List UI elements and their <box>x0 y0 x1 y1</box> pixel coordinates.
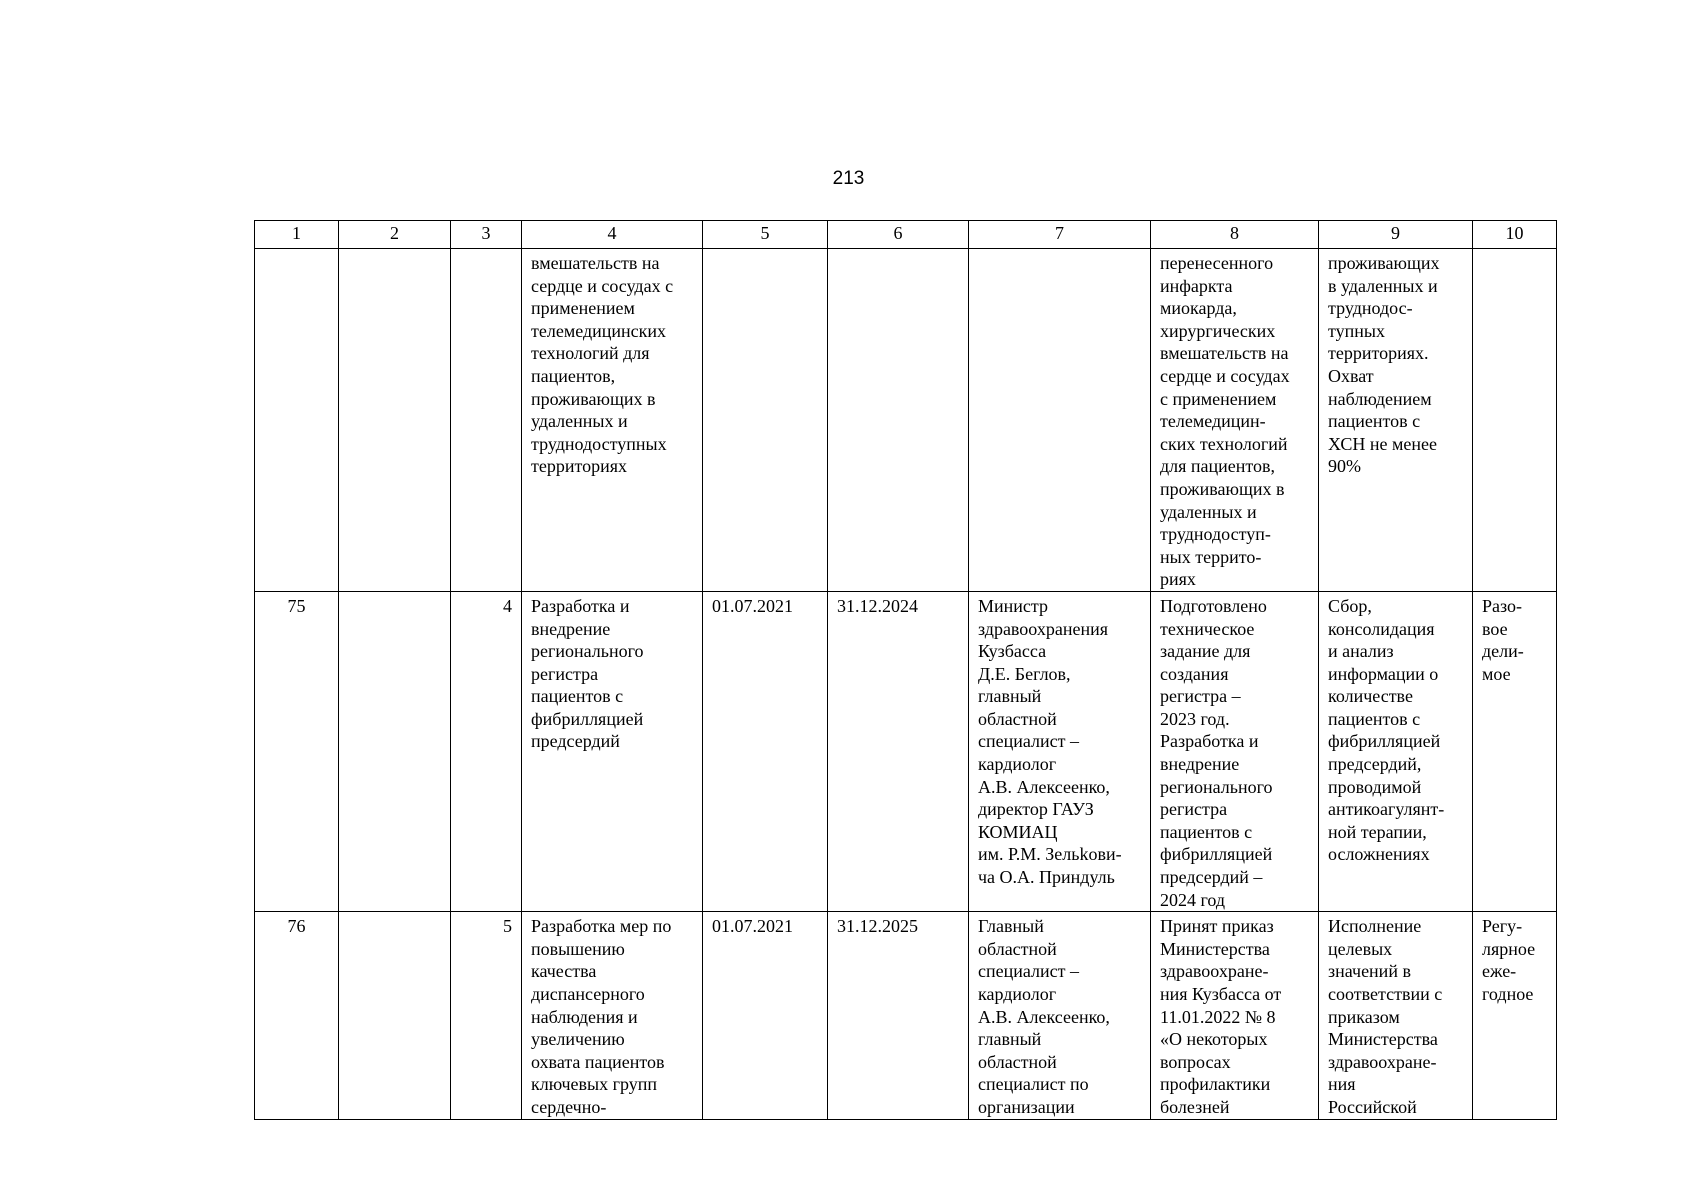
cell-line: техническое <box>1160 618 1255 639</box>
cell-line: сердце и сосудах с <box>531 275 674 296</box>
result-cell <box>1151 912 1319 1119</box>
cell-line: предсердий, <box>1328 754 1422 775</box>
responsible-cell <box>969 591 1151 911</box>
cell-line: в удаленных и <box>1328 275 1438 296</box>
kind-cell <box>1473 591 1557 911</box>
cell-line: Подготовлено <box>1160 595 1267 616</box>
cell-line: количестве <box>1328 686 1413 707</box>
cell-line: Министерства <box>1160 938 1270 959</box>
responsible-cell <box>969 249 1151 592</box>
cell-line: болезней <box>1160 1096 1230 1117</box>
table-row <box>255 591 1557 911</box>
cell-line: соответствии с <box>1328 984 1443 1004</box>
column-number-row <box>255 221 1557 249</box>
cell-line: наблюдения и <box>531 1006 638 1027</box>
cell-line: специалист – <box>978 961 1079 982</box>
cell-line: пациентов с <box>1328 708 1421 729</box>
cell-line: Разработка и <box>1160 731 1259 752</box>
stage-cell: 5 <box>451 912 522 1119</box>
cell-line: Министр <box>978 595 1048 616</box>
column-number: 3 <box>451 221 522 249</box>
result-cell <box>1151 591 1319 911</box>
cell-line: Сбор, <box>1328 595 1372 616</box>
column-number: 4 <box>522 221 703 249</box>
cell-line: вое <box>1482 618 1508 639</box>
cell-line: проживающих в <box>531 388 656 409</box>
cell-line: специалист по <box>978 1074 1089 1095</box>
stage-cell: 4 <box>451 591 522 911</box>
cell-line: осложнениях <box>1328 844 1430 865</box>
cell-line: регистра <box>531 663 599 684</box>
start-date-cell <box>703 249 828 592</box>
stage-cell <box>451 249 522 592</box>
cell-line: регионального <box>531 641 644 662</box>
cell-line: проживающих в <box>1160 478 1285 499</box>
end-date-cell: 31.12.2025 <box>828 912 969 1119</box>
cell-line: ной терапии, <box>1328 821 1427 842</box>
cell-line: Российской <box>1328 1096 1417 1117</box>
cell-line: 2024 год <box>1160 889 1226 910</box>
end-date-cell: 31.12.2024 <box>828 591 969 911</box>
cell-line: Разработка мер по <box>531 916 672 937</box>
cell-line: территориях <box>531 456 628 477</box>
cell-line: технологий для <box>531 343 650 364</box>
cell-line: труднодоступных <box>531 433 667 454</box>
cell-line: труднодос- <box>1328 298 1413 319</box>
cell-line: миокарда, <box>1160 298 1237 319</box>
column-number: 6 <box>828 221 969 249</box>
cell-line: применением <box>531 298 635 319</box>
cell-line: А.В. Алексеенко, <box>978 1006 1110 1027</box>
cell-line: целевых <box>1328 938 1393 959</box>
cell-line: организации <box>978 1096 1075 1117</box>
column-number: 1 <box>255 221 339 249</box>
cell-line: внедрение <box>1160 754 1240 775</box>
cell-line: перенесенного <box>1160 253 1274 273</box>
cell-line: вмешательств на <box>531 253 660 273</box>
cell-line: Разработка и <box>531 595 630 616</box>
column-number: 2 <box>339 221 451 249</box>
cell-line: мое <box>1482 663 1511 684</box>
cell-line: здравоохранения <box>978 618 1109 639</box>
cell-line: Принят приказ <box>1160 916 1274 937</box>
cell-line: хирургических <box>1160 320 1276 341</box>
cell-line: инфаркта <box>1160 275 1233 296</box>
cell-line: приказом <box>1328 1006 1400 1027</box>
cell-line: с применением <box>1160 388 1277 409</box>
column-number: 10 <box>1473 221 1557 249</box>
cell-line: здравоохране- <box>1328 1051 1437 1072</box>
cell-line: ских технологий <box>1160 433 1288 454</box>
cell-line: удаленных и <box>1160 501 1257 522</box>
table-row <box>255 249 1557 592</box>
cell-line: Регу- <box>1482 916 1523 937</box>
activity-cell <box>522 591 703 911</box>
col2-cell <box>339 249 451 592</box>
cell-line: пациентов с <box>531 686 624 707</box>
cell-line: областной <box>978 708 1057 729</box>
description-cell <box>1319 249 1473 592</box>
cell-line: кардиолог <box>978 754 1057 775</box>
activity-cell <box>522 249 703 592</box>
cell-line: удаленных и <box>531 411 628 432</box>
cell-line: проживающих <box>1328 253 1440 273</box>
cell-line: Д.Е. Беглов, <box>978 663 1071 684</box>
cell-line: Министерства <box>1328 1029 1438 1050</box>
cell-line: годное <box>1482 984 1534 1004</box>
cell-line: тупных <box>1328 320 1385 341</box>
cell-line: труднодоступ- <box>1160 524 1271 545</box>
col2-cell <box>339 591 451 911</box>
cell-line: предсердий – <box>1160 867 1263 888</box>
cell-line: областной <box>978 938 1057 959</box>
responsible-cell <box>969 912 1151 1119</box>
cell-line: повышению <box>531 938 625 959</box>
cell-line: охвата пациентов <box>531 1051 665 1072</box>
table-row <box>255 912 1557 1119</box>
cell-line: сердечно- <box>531 1096 607 1117</box>
cell-line: территориях. <box>1328 343 1429 364</box>
cell-line: Охват <box>1328 365 1374 386</box>
cell-line: консолидация <box>1328 618 1435 639</box>
cell-line: вопросах <box>1160 1051 1231 1072</box>
cell-line: информации о <box>1328 663 1439 684</box>
cell-line: создания <box>1160 663 1229 684</box>
cell-line: еже- <box>1482 961 1517 982</box>
cell-line: пациентов с <box>1328 411 1421 432</box>
activity-cell <box>522 912 703 1119</box>
cell-line: главный <box>978 686 1042 707</box>
cell-line: значений в <box>1328 961 1411 982</box>
cell-line: профилактики <box>1160 1074 1271 1095</box>
cell-line: сердце и сосудах <box>1160 365 1290 386</box>
description-cell <box>1319 912 1473 1119</box>
cell-line: ных террито- <box>1160 546 1262 567</box>
cell-line: регистра <box>1160 799 1228 820</box>
row-number-cell: 75 <box>255 591 339 911</box>
cell-line: областной <box>978 1051 1057 1072</box>
description-cell <box>1319 591 1473 911</box>
cell-line: регистра – <box>1160 686 1241 707</box>
cell-line: наблюдением <box>1328 388 1432 409</box>
row-number-cell <box>255 249 339 592</box>
cell-line: А.В. Алексеенко, <box>978 776 1110 797</box>
cell-line: риях <box>1160 569 1196 590</box>
cell-line: вмешательств на <box>1160 343 1289 364</box>
column-number: 8 <box>1151 221 1319 249</box>
column-number: 9 <box>1319 221 1473 249</box>
row-number-cell: 76 <box>255 912 339 1119</box>
cell-line: увеличению <box>531 1029 625 1050</box>
cell-line: Разо- <box>1482 595 1522 616</box>
cell-line: ключевых групп <box>531 1074 658 1095</box>
cell-line: и анализ <box>1328 641 1394 662</box>
cell-line: Исполнение <box>1328 916 1422 937</box>
cell-line: дели- <box>1482 641 1524 662</box>
kind-cell <box>1473 249 1557 592</box>
cell-line: качества <box>531 961 597 982</box>
cell-line: проводимой <box>1328 776 1422 797</box>
cell-line: им. Р.М. Зельkови- <box>978 844 1122 865</box>
cell-line: предсердий <box>531 731 620 752</box>
cell-line: Кузбасса <box>978 641 1047 662</box>
col2-cell <box>339 912 451 1119</box>
cell-line: директор ГАУЗ <box>978 799 1094 820</box>
cell-line: ния <box>1328 1074 1356 1095</box>
column-number: 7 <box>969 221 1151 249</box>
cell-line: пациентов с <box>1160 821 1253 842</box>
cell-line: здравоохране- <box>1160 961 1269 982</box>
cell-line: Главный <box>978 916 1044 937</box>
cell-line: 90% <box>1328 456 1361 477</box>
cell-line: фибрилляцией <box>1328 731 1441 752</box>
start-date-cell: 01.07.2021 <box>703 912 828 1119</box>
cell-line: пациентов, <box>531 365 616 386</box>
cell-line: «О некоторых <box>1160 1029 1268 1050</box>
cell-line: телемедицин- <box>1160 411 1266 432</box>
cell-line: для пациентов, <box>1160 456 1276 477</box>
result-cell <box>1151 249 1319 592</box>
cell-line: телемедицинских <box>531 320 667 341</box>
kind-cell <box>1473 912 1557 1119</box>
cell-line: лярное <box>1482 938 1536 959</box>
cell-line: фибрилляцией <box>1160 844 1273 865</box>
cell-line: специалист – <box>978 731 1079 752</box>
cell-line: кардиолог <box>978 984 1057 1004</box>
cell-line: ния Кузбасса от <box>1160 984 1282 1004</box>
cell-line: 2023 год. <box>1160 708 1230 729</box>
cell-line: внедрение <box>531 618 611 639</box>
cell-line: диспансерного <box>531 984 645 1004</box>
cell-line: фибрилляцией <box>531 708 644 729</box>
cell-line: задание для <box>1160 641 1251 662</box>
plan-table <box>254 220 1557 1120</box>
cell-line: КОМИАЦ <box>978 821 1058 842</box>
cell-line: антикоагулянт- <box>1328 799 1445 820</box>
page-number: 213 <box>832 168 865 189</box>
cell-line: ча О.А. Приндуль <box>978 867 1115 888</box>
cell-line: ХСН не менее <box>1328 433 1437 454</box>
cell-line: регионального <box>1160 776 1273 797</box>
cell-line: главный <box>978 1029 1042 1050</box>
end-date-cell <box>828 249 969 592</box>
column-number: 5 <box>703 221 828 249</box>
cell-line: 11.01.2022 № 8 <box>1160 1006 1276 1027</box>
start-date-cell: 01.07.2021 <box>703 591 828 911</box>
